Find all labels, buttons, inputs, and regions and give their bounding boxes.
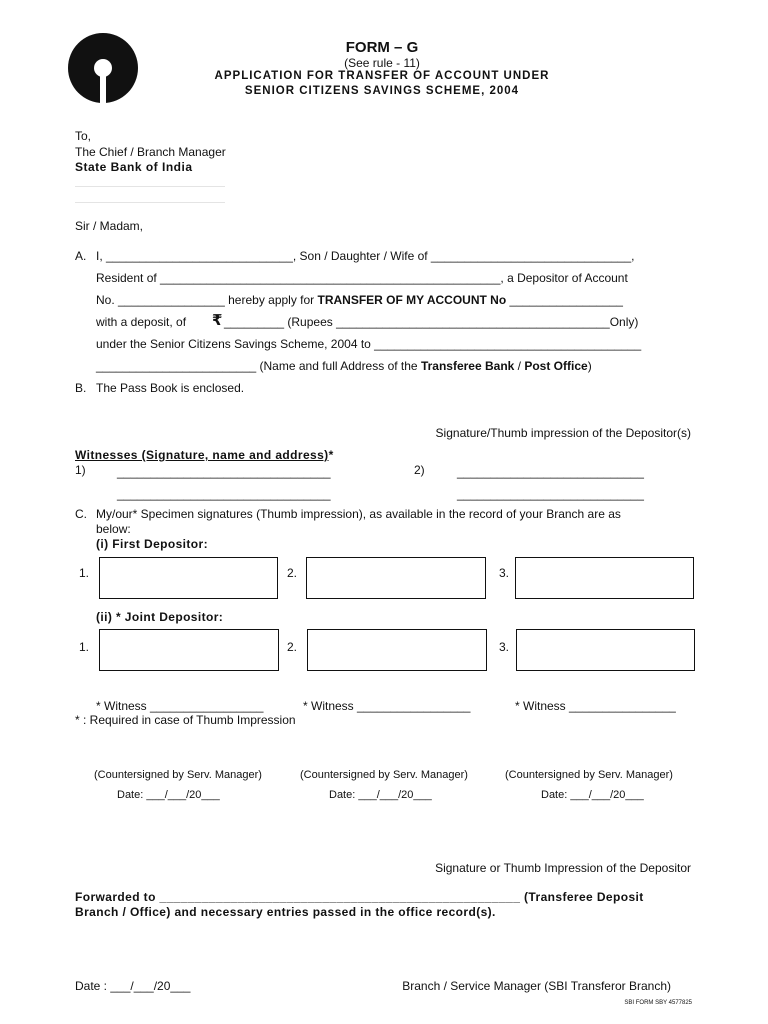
- transferee-bank-label: Transferee Bank: [420, 359, 515, 373]
- rupee-icon: ₹: [212, 312, 223, 329]
- section-a-line3-post: _________________: [506, 293, 623, 307]
- witness-row-item-1: * Witness _________________: [96, 699, 264, 713]
- transfer-of-account-label: TRANSFER OF MY ACCOUNT No: [317, 293, 507, 307]
- address-blank-line: [75, 202, 225, 203]
- section-a-marker: A.: [75, 249, 87, 263]
- witness-1-blank: ________________________________: [117, 465, 331, 479]
- first-depositor-signature-box-3: [515, 557, 694, 599]
- post-office-label: Post Office: [524, 359, 588, 373]
- section-a-line6-post: ): [587, 359, 592, 373]
- countersign-date-1: Date: ___/___/20___: [117, 789, 220, 801]
- form-subtitle-line2: SENIOR CITIZENS SAVINGS SCHEME, 2004: [244, 85, 520, 97]
- first-depositor-signature-box-1: [99, 557, 278, 599]
- section-a-line6-mid: /: [514, 359, 525, 373]
- thumb-impression-note: * : Required in case of Thumb Impression: [75, 713, 296, 727]
- witness-row-item-2: * Witness _________________: [303, 699, 471, 713]
- witness-2-blank: ____________________________: [457, 465, 644, 479]
- witness-row-item-3: * Witness ________________: [515, 699, 676, 713]
- section-a-line6: [96, 360, 592, 372]
- witness-1-blank-2: ________________________________: [117, 487, 331, 501]
- joint-box-1-label: 1.: [79, 640, 90, 654]
- witness-2-label: 2): [414, 463, 425, 477]
- footer-manager: Branch / Service Manager (SBI Transferor Branch): [402, 979, 671, 993]
- countersign-label-3: (Countersigned by Serv. Manager): [505, 769, 673, 781]
- rule-reference: (See rule - 11): [344, 56, 420, 70]
- witness-1-label: 1): [75, 463, 86, 477]
- forwarded-line2: Branch / Office) and necessary entries passed in the office record(s).: [75, 905, 496, 919]
- section-a-line6-pre: ________________________ (Name and full Address of the: [96, 359, 421, 373]
- first-box-3-label: 3.: [499, 566, 510, 580]
- section-a-line3: [96, 294, 623, 306]
- section-b-text: The Pass Book is enclosed.: [96, 381, 245, 395]
- witness-2-blank-2: ____________________________: [457, 487, 644, 501]
- address-designation: The Chief / Branch Manager: [75, 145, 226, 159]
- joint-depositor-signature-box-2: [307, 629, 487, 671]
- witnesses-asterisk: *: [328, 448, 334, 462]
- address-to: To,: [75, 129, 92, 143]
- joint-box-2-label: 2.: [287, 640, 298, 654]
- witnesses-heading: [75, 449, 334, 461]
- section-c-text-line1: My/our* Specimen signatures (Thumb impression), as available in the record of your Branch are as: [96, 507, 621, 521]
- section-a-line4-pre: with a deposit, of: [96, 315, 187, 329]
- countersign-label-2: (Countersigned by Serv. Manager): [300, 769, 468, 781]
- address-blank-line: [75, 186, 225, 187]
- first-depositor-signature-box-2: [306, 557, 486, 599]
- joint-depositor-heading: (ii) * Joint Depositor:: [96, 610, 224, 624]
- first-depositor-heading: (i) First Depositor:: [96, 537, 208, 551]
- countersign-label-1: (Countersigned by Serv. Manager): [94, 769, 262, 781]
- address-bank: State Bank of India: [75, 160, 193, 174]
- section-a-line5: under the Senior Citizens Savings Scheme, 2004 to ________________________________________: [96, 337, 642, 351]
- joint-depositor-signature-box-3: [516, 629, 695, 671]
- signature-depositors-label: Signature/Thumb impression of the Depositor(s): [435, 426, 691, 440]
- section-c-marker: C.: [75, 507, 87, 521]
- first-box-1-label: 1.: [79, 566, 90, 580]
- form-subtitle-line1: APPLICATION FOR TRANSFER OF ACCOUNT UNDER: [214, 70, 550, 82]
- footer-form-code: SBI FORM SBY 4577825: [624, 1000, 692, 1006]
- joint-box-3-label: 3.: [499, 640, 510, 654]
- section-a-line1: I, ____________________________, Son / Daughter / Wife of ______________________________,: [96, 249, 635, 263]
- salutation: Sir / Madam,: [75, 219, 144, 233]
- section-b-marker: B.: [75, 381, 87, 395]
- section-c-text-line2: below:: [96, 522, 131, 536]
- sbi-keyhole-logo-icon: [68, 33, 138, 103]
- signature-depositor-label: Signature or Thumb Impression of the Depositor: [435, 861, 691, 875]
- section-a-line3-pre: No. ________________ hereby apply for: [96, 293, 318, 307]
- joint-depositor-signature-box-1: [99, 629, 279, 671]
- forwarded-line1: Forwarded to ___________________________________________________ (Transferee Deposit: [75, 890, 644, 904]
- footer-date: Date : ___/___/20___: [75, 979, 191, 993]
- countersign-date-2: Date: ___/___/20___: [329, 789, 432, 801]
- first-box-2-label: 2.: [287, 566, 298, 580]
- form-title: FORM – G: [345, 39, 419, 56]
- witnesses-heading-text: Witnesses (Signature, name and address): [75, 448, 329, 462]
- section-a-line2: Resident of ___________________________________________________, a Depositor of Account: [96, 271, 628, 285]
- countersign-date-3: Date: ___/___/20___: [541, 789, 644, 801]
- section-a-line4-post: _________ (Rupees _________________________________________Only): [224, 315, 639, 329]
